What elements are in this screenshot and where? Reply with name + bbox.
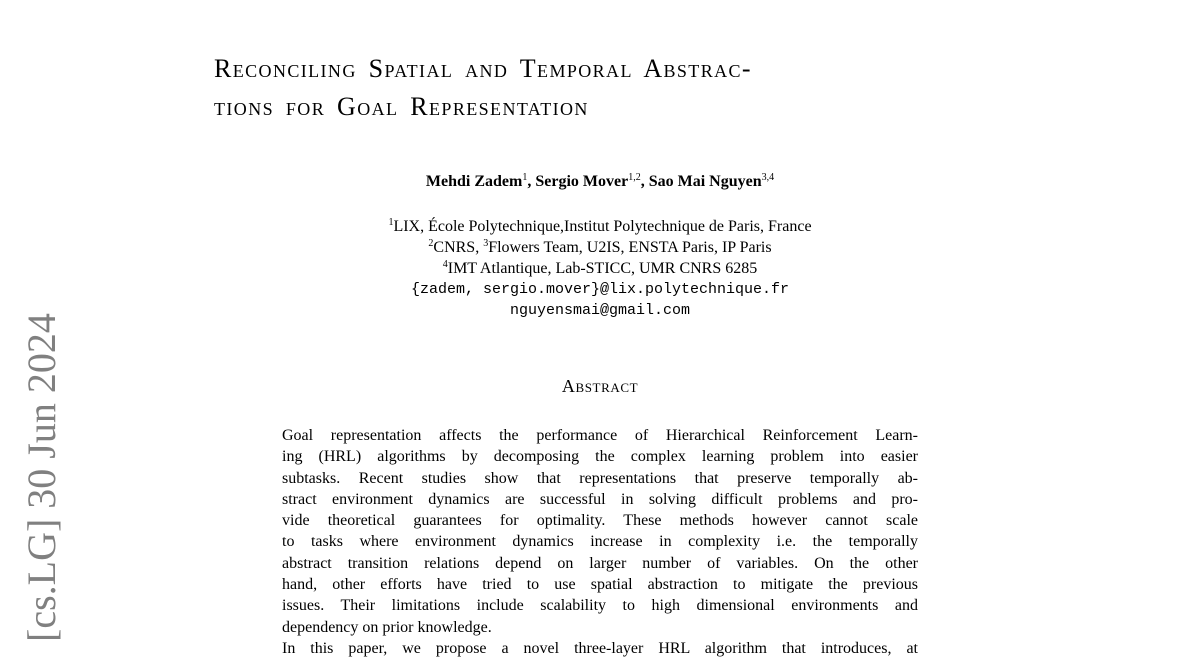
arxiv-side-stamp: [cs.LG] 30 Jun 2024 [19,313,64,642]
abstract-line: to tasks where environment dynamics increase in complexity i.e. the temporally [282,533,918,551]
author-email: nguyensmai@gmail.com [509,302,691,319]
author-name: Mehdi Zadem [425,173,523,190]
abstract-line: ing (HRL) algorithms by decomposing the complex learning problem into easier [282,448,918,466]
affil-marker: 1 [388,217,394,228]
author-email: {zadem, sergio.mover}@lix.polytechnique.fr [410,281,790,298]
affil-marker: 4 [442,259,448,270]
affil-text: CNRS, [433,239,484,256]
affiliations-block [214,216,986,321]
abstract-line: dependency on prior knowledge. [282,618,492,636]
abstract-line: abstract transition relations depend on larger number of variables. On the other [282,554,918,572]
affiliation-line [214,216,986,237]
affiliation-line [214,258,986,279]
abstract-line: Goal representation affects the performance of Hierarchical Reinforcement Learn- [282,427,918,444]
author-affil-marker: 3,4 [761,172,775,183]
title-line-1: Reconciling Spatial and Temporal Abstrac- [214,54,752,83]
author-name: Sergio Mover [535,173,629,190]
author-name: Sao Mai Nguyen [648,173,762,190]
affil-marker: 2 [428,238,434,249]
author-affil-marker: 1 [522,172,528,183]
abstract-line: stract environment dynamics are successful in solving difficult problems and pro- [282,490,918,508]
author-list: Mehdi Zadem$^1$, Sergio Mover$^{1,2}$, Sao Mai Nguyen$^{3,4}$ [425,172,775,190]
abstract-line: issues. Their limitations include scalability to high dimensional environments and [282,597,918,615]
abstract-line: In this paper, we propose a novel three-layer HRL algorithm that introduces, at [282,639,918,657]
abstract-heading: Abstract [561,376,639,396]
title-line-2: tions for Goal Representation [214,92,589,121]
abstract-line: hand, other efforts have tried to use spatial abstraction to mitigate the previous [282,576,918,594]
author-affil-marker: 1,2 [628,172,641,183]
affil-marker: 3 [483,238,489,249]
paper-title [214,50,994,126]
abstract-line: subtasks. Recent studies show that representations that preserve temporally ab- [282,469,918,487]
affil-text: LIX, École Polytechnique,Institut Polytechnique de Paris, France [393,218,812,235]
abstract-body [282,425,918,659]
abstract-line: vide theoretical guarantees for optimality. These methods however cannot scale [282,512,918,530]
affil-text: Flowers Team, U2IS, ENSTA Paris, IP Paris [488,239,772,256]
affiliation-line [214,237,986,258]
affil-text: IMT Atlantique, Lab-STICC, UMR CNRS 6285 [447,260,758,277]
